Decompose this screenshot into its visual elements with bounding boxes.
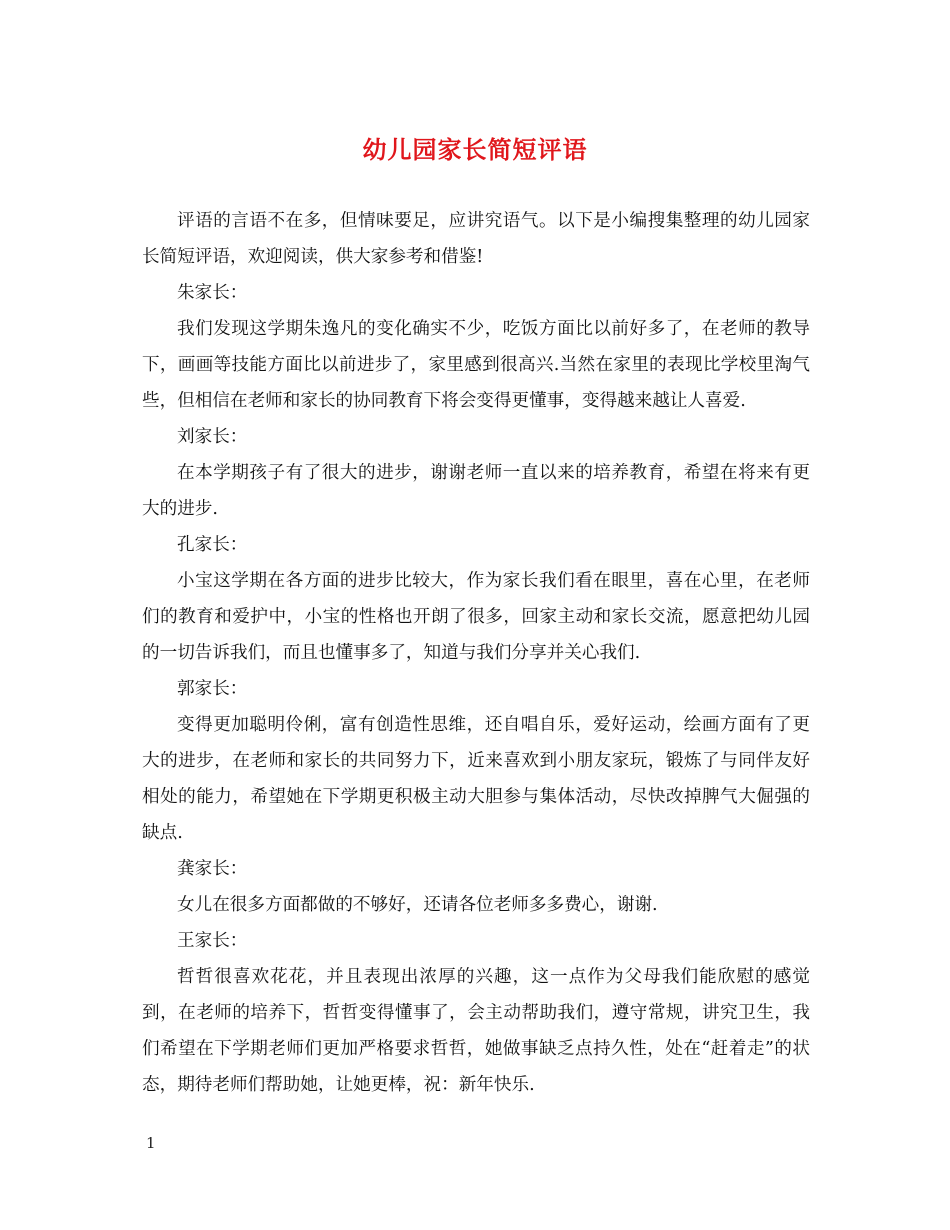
paragraph-parent-label: 龚家长： <box>177 859 248 879</box>
paragraph-parent-label: 刘家长： <box>177 427 248 447</box>
paragraph-comment: 哲哲很喜欢花花，并且表现出浓厚的兴趣，这一点作为父母我们能欣慰的感觉到，在老师的培养下，哲哲变得懂事了，会主动帮助我们，遵守常规，讲究卫生，我们希望在下学期老师们更加严格要求哲哲，她做事缺乏点持久性，处在“赶着走”的状态，期待老师们帮助她，让她更棒，祝：新年快乐. <box>142 967 810 1095</box>
paragraph-parent-label: 孔家长： <box>177 535 248 555</box>
paragraph-parent-label: 朱家长： <box>177 283 248 303</box>
paragraph-comment: 女儿在很多方面都做的不够好，还请各位老师多多费心，谢谢. <box>177 895 658 915</box>
page-number: 1 <box>146 1134 156 1152</box>
paragraph-parent-label: 郭家长： <box>177 679 248 699</box>
paragraph-comment: 小宝这学期在各方面的进步比较大，作为家长我们看在眼里，喜在心里，在老师们的教育和爱护中，小宝的性格也开朗了很多，回家主动和家长交流，愿意把幼儿园的一切告诉我们，而且也懂事多了，知道与我们分享并关心我们. <box>142 571 810 663</box>
paragraph-parent-label: 王家长： <box>177 931 248 951</box>
document-body <box>142 203 810 1103</box>
paragraph-comment: 我们发现这学期朱逸凡的变化确实不少，吃饭方面比以前好多了，在老师的教导下，画画等技能方面比以前进步了，家里感到很高兴.当然在家里的表现比学校里淘气些，但相信在老师和家长的协同教育下将会变得更懂事，变得越来越让人喜爱. <box>142 319 810 411</box>
paragraph-comment: 在本学期孩子有了很大的进步，谢谢老师一直以来的培养教育，希望在将来有更大的进步. <box>142 463 810 519</box>
paragraph-comment: 变得更加聪明伶俐，富有创造性思维，还自唱自乐，爱好运动，绘画方面有了更大的进步，在老师和家长的共同努力下，近来喜欢到小朋友家玩，锻炼了与同伴友好相处的能力，希望她在下学期更积极主动大胆参与集体活动，尽快改掉脾气大倔强的缺点. <box>142 715 810 843</box>
paragraph-intro: 评语的言语不在多，但情味要足，应讲究语气。以下是小编搜集整理的幼儿园家长简短评语，欢迎阅读，供大家参考和借鉴! <box>142 211 810 267</box>
document-title: 幼儿园家长简短评语 <box>362 135 588 164</box>
